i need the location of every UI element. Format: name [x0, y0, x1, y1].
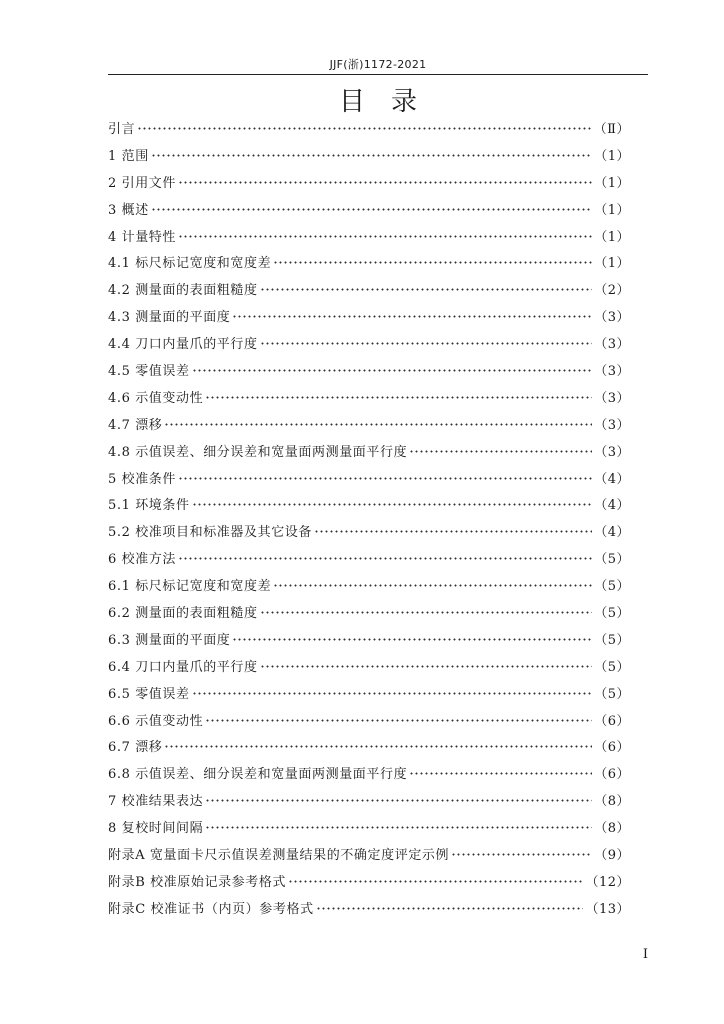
toc-entry-page-number: （12）: [585, 874, 630, 890]
toc-entry-page-number: （4）: [594, 471, 630, 487]
dot-leader: [178, 181, 592, 184]
toc-entry[interactable]: [108, 493, 630, 520]
dot-leader: [232, 315, 592, 318]
toc-entry[interactable]: [108, 574, 630, 601]
toc-entry-page-number: （6）: [594, 767, 630, 783]
toc-entry-label: 2 引用文件: [108, 175, 177, 191]
toc-entry[interactable]: [108, 762, 630, 789]
toc-entry-label: 6.6 示值变动性: [108, 713, 204, 729]
toc-entry-page-number: （1）: [594, 202, 630, 218]
toc-entry-label: 7 校准结果表达: [108, 794, 204, 810]
dot-leader: [451, 853, 592, 856]
toc-entry-page-number: （5）: [594, 659, 630, 675]
toc-entry[interactable]: [108, 789, 630, 816]
table-of-contents: [108, 117, 630, 924]
toc-entry-page-number: （8）: [594, 821, 630, 837]
dot-leader: [178, 557, 592, 560]
toc-entry-page-number: （2）: [594, 283, 630, 299]
dot-leader: [205, 826, 592, 829]
toc-entry[interactable]: [108, 843, 630, 870]
toc-entry-page-number: （1）: [594, 148, 630, 164]
page-title: 目录: [338, 87, 443, 117]
dot-leader: [192, 369, 593, 372]
toc-entry-page-number: （3）: [594, 417, 630, 433]
toc-entry-page-number: （5）: [594, 632, 630, 648]
running-header: JJF(浙)1172-2021: [329, 58, 427, 71]
header-rule: [108, 74, 648, 75]
toc-entry[interactable]: [108, 305, 630, 332]
toc-entry-label: 附录B 校准原始记录参考格式: [108, 874, 287, 890]
toc-entry[interactable]: [108, 520, 630, 547]
toc-entry-label: 4.4 刀口内量爪的平行度: [108, 337, 258, 353]
toc-entry-page-number: （4）: [594, 498, 630, 514]
toc-entry-page-number: （3）: [594, 337, 630, 353]
dot-leader: [164, 423, 592, 426]
dot-leader: [314, 530, 592, 533]
toc-entry-label: 5.2 校准项目和标准器及其它设备: [108, 525, 313, 541]
dot-leader: [316, 907, 584, 910]
toc-entry-label: 1 范围: [108, 148, 149, 164]
toc-entry-label: 8 复校时间间隔: [108, 821, 204, 837]
toc-entry-page-number: （6）: [594, 713, 630, 729]
toc-entry[interactable]: [108, 386, 630, 413]
toc-entry-label: 6.3 测量面的平面度: [108, 632, 231, 648]
toc-entry[interactable]: [108, 440, 630, 467]
toc-entry-page-number: （6）: [594, 740, 630, 756]
toc-entry-label: 6.1 标尺标记宽度和宽度差: [108, 579, 272, 595]
dot-leader: [273, 584, 592, 587]
dot-leader: [178, 477, 592, 480]
toc-entry-page-number: （3）: [594, 444, 630, 460]
toc-entry-label: 6.5 零值误差: [108, 686, 190, 702]
dot-leader: [409, 772, 592, 775]
toc-entry-label: 3 概述: [108, 202, 149, 218]
dot-leader: [260, 665, 593, 668]
toc-entry-page-number: （13）: [585, 901, 630, 917]
toc-entry-label: 4.3 测量面的平面度: [108, 310, 231, 326]
toc-entry[interactable]: [108, 709, 630, 736]
dot-leader: [151, 154, 592, 157]
toc-entry-label: 5.1 环境条件: [108, 498, 190, 514]
toc-entry[interactable]: [108, 601, 630, 628]
dot-leader: [260, 288, 593, 291]
toc-entry[interactable]: [108, 628, 630, 655]
toc-entry-label: 6.4 刀口内量爪的平行度: [108, 659, 258, 675]
toc-entry-label: 4.2 测量面的表面粗糙度: [108, 283, 258, 299]
toc-entry-label: 4 计量特性: [108, 229, 177, 245]
toc-entry-label: 附录C 校准证书（内页）参考格式: [108, 901, 314, 917]
toc-entry-label: 6 校准方法: [108, 552, 177, 568]
dot-leader: [192, 692, 593, 695]
toc-entry[interactable]: [108, 198, 630, 225]
toc-entry-label: 5 校准条件: [108, 471, 177, 487]
toc-entry-label: 引言: [108, 122, 136, 137]
toc-entry[interactable]: [108, 816, 630, 843]
toc-entry-page-number: （Ⅱ）: [593, 122, 630, 137]
toc-entry[interactable]: [108, 278, 630, 305]
toc-entry[interactable]: [108, 467, 630, 494]
toc-entry-label: 6.7 漂移: [108, 740, 163, 756]
toc-entry[interactable]: [108, 655, 630, 682]
toc-entry-page-number: （5）: [594, 579, 630, 595]
toc-entry[interactable]: [108, 413, 630, 440]
toc-entry-label: 附录A 宽量面卡尺示值误差测量结果的不确定度评定示例: [108, 848, 450, 864]
toc-entry[interactable]: [108, 359, 630, 386]
toc-entry[interactable]: [108, 251, 630, 278]
toc-entry-page-number: （1）: [594, 229, 630, 245]
toc-entry-label: 4.6 示值变动性: [108, 390, 204, 406]
toc-entry-label: 4.1 标尺标记宽度和宽度差: [108, 256, 272, 272]
dot-leader: [232, 638, 592, 641]
toc-entry-label: 4.7 漂移: [108, 417, 163, 433]
dot-leader: [205, 396, 592, 399]
toc-entry-page-number: （4）: [594, 525, 630, 541]
toc-entry[interactable]: [108, 225, 630, 252]
toc-entry-page-number: （1）: [594, 175, 630, 191]
toc-entry-label: 6.2 测量面的表面粗糙度: [108, 606, 258, 622]
toc-entry-label: 4.5 零值误差: [108, 364, 190, 380]
toc-entry[interactable]: [108, 332, 630, 359]
dot-leader: [260, 611, 593, 614]
dot-leader: [273, 261, 592, 264]
toc-entry-page-number: （3）: [594, 364, 630, 380]
toc-entry[interactable]: [108, 171, 630, 198]
dot-leader: [137, 127, 591, 130]
toc-entry-page-number: （5）: [594, 686, 630, 702]
toc-entry-page-number: （9）: [594, 848, 630, 864]
dot-leader: [151, 208, 592, 211]
toc-entry-label: 4.8 示值误差、细分误差和宽量面两测量面平行度: [108, 444, 408, 460]
toc-entry-page-number: （8）: [594, 794, 630, 810]
toc-entry-page-number: （1）: [594, 256, 630, 272]
toc-entry[interactable]: [108, 682, 630, 709]
toc-entry-page-number: （5）: [594, 606, 630, 622]
dot-leader: [260, 342, 593, 345]
toc-entry[interactable]: [108, 897, 630, 924]
toc-entry-label: 6.8 示值误差、细分误差和宽量面两测量面平行度: [108, 767, 408, 783]
dot-leader: [205, 799, 592, 802]
dot-leader: [164, 745, 592, 748]
dot-leader: [192, 503, 593, 506]
toc-entry[interactable]: [108, 117, 630, 144]
dot-leader: [288, 880, 583, 883]
dot-leader: [178, 235, 592, 238]
toc-entry[interactable]: [108, 870, 630, 897]
page-number: I: [642, 947, 648, 962]
dot-leader: [409, 450, 592, 453]
toc-entry-page-number: （3）: [594, 310, 630, 326]
toc-entry-page-number: （3）: [594, 390, 630, 406]
toc-entry[interactable]: [108, 735, 630, 762]
toc-entry[interactable]: [108, 547, 630, 574]
toc-entry[interactable]: [108, 144, 630, 171]
dot-leader: [205, 719, 592, 722]
toc-entry-page-number: （5）: [594, 552, 630, 568]
